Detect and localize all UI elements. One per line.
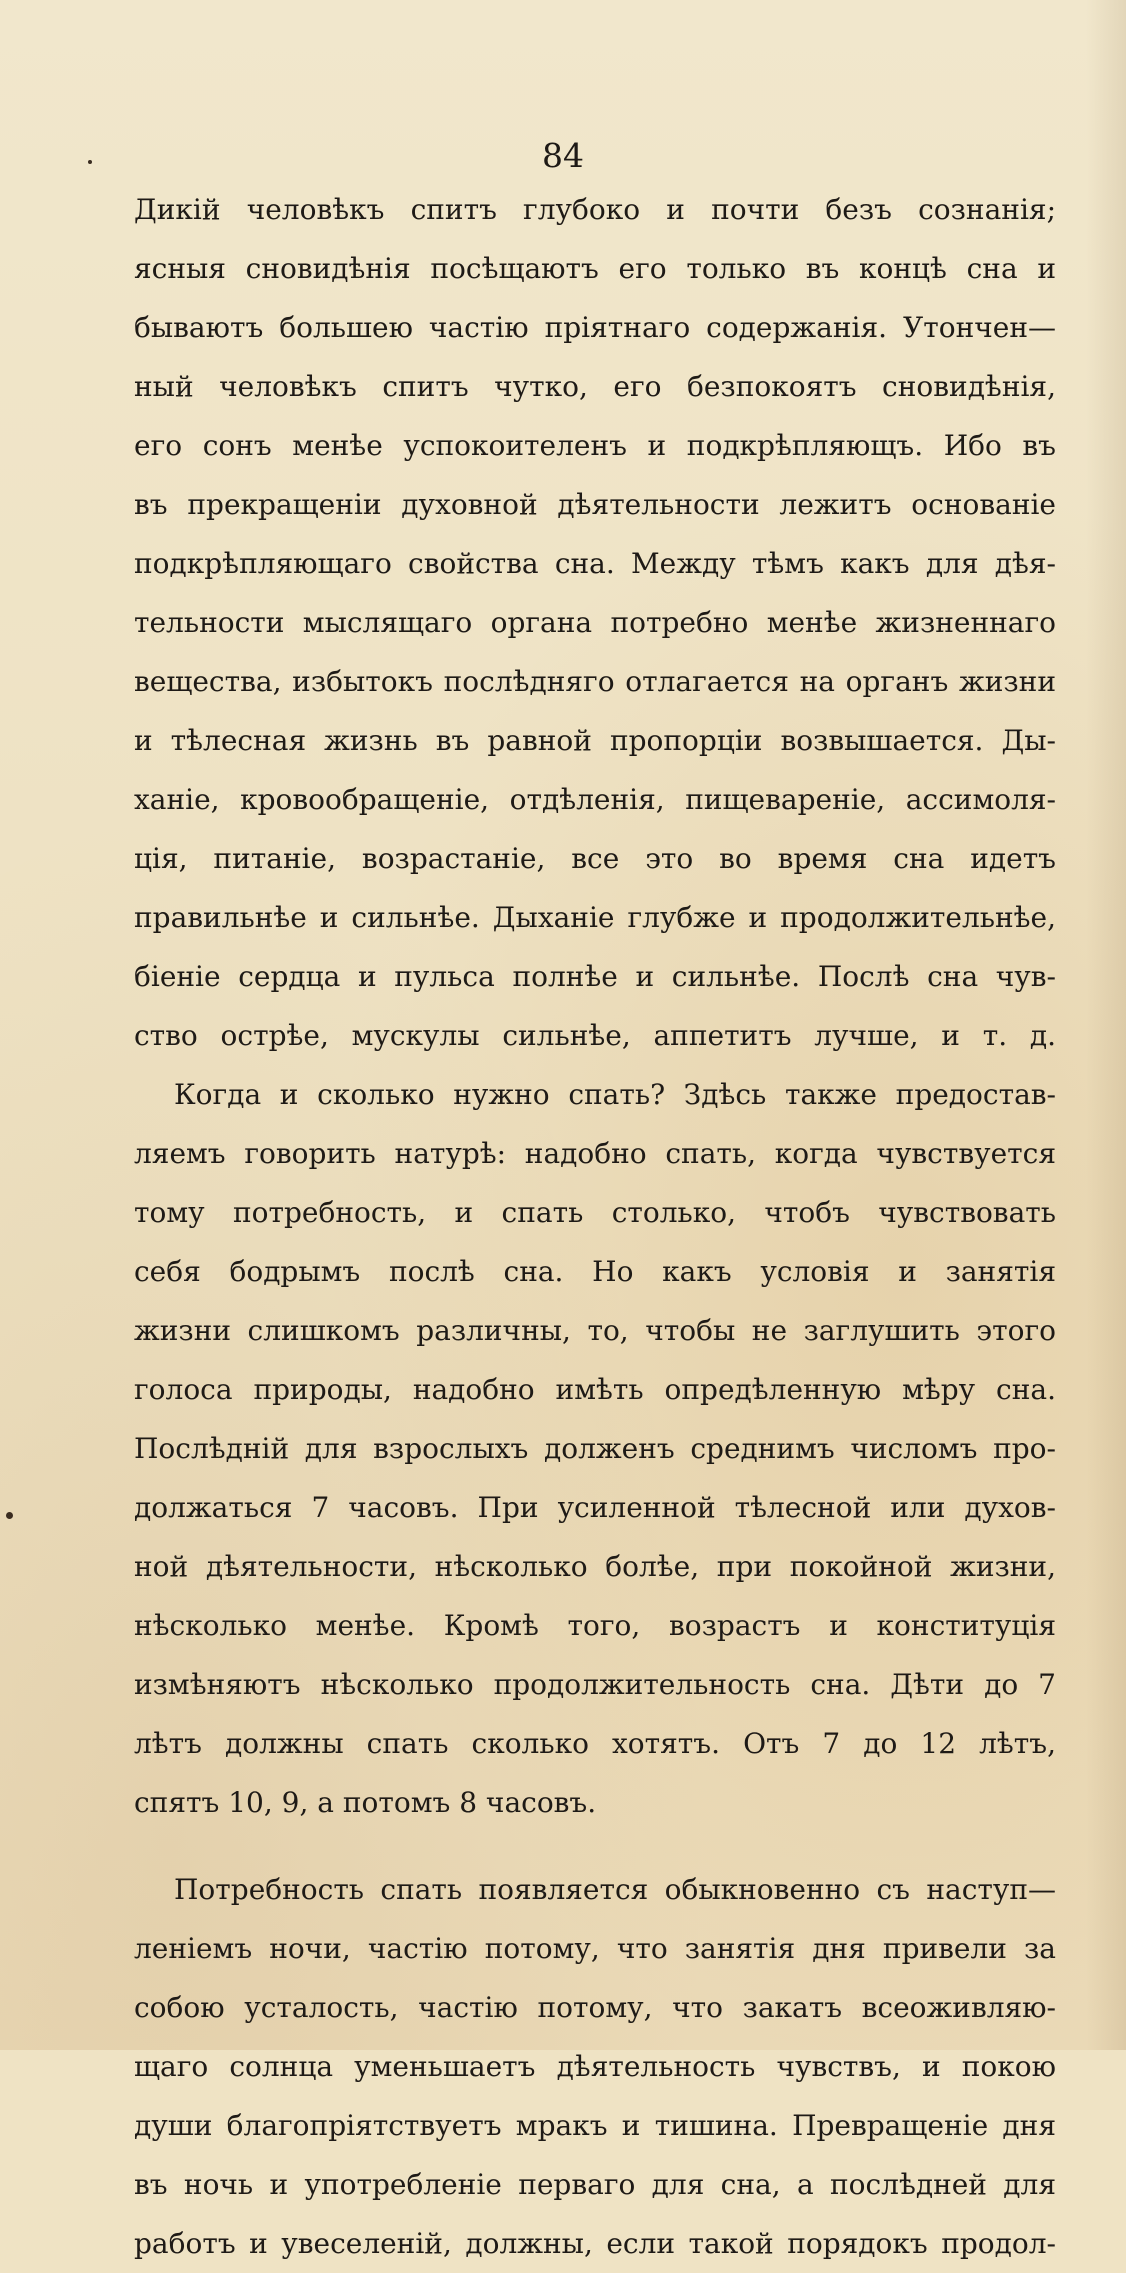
text-line: нѣсколько менѣе. Кромѣ того, возрастъ и конституція <box>134 1609 1056 1642</box>
ink-speck <box>6 1512 13 1519</box>
text-line: и тѣлесная жизнь въ равной пропорціи возвышается. Ды- <box>134 724 1056 757</box>
page-body <box>134 180 1056 2273</box>
paragraph-3 <box>134 1860 1056 2273</box>
text-line: Дикій человѣкъ спитъ глубоко и почти безъ сознанія; <box>134 193 1056 226</box>
page-number: 84 <box>542 136 584 175</box>
text-line: спятъ 10, 9, а потомъ 8 часовъ. <box>134 1786 597 1819</box>
text-line: жизни слишкомъ различны, то, чтобы не заглушить этого <box>134 1314 1056 1347</box>
paragraph-2 <box>134 1065 1056 1832</box>
text-line: работъ и увеселеній, должны, если такой порядокъ продол- <box>134 2227 1056 2260</box>
text-line: его сонъ менѣе успокоителенъ и подкрѣпляющъ. Ибо въ <box>134 429 1056 462</box>
text-line: правильнѣе и сильнѣе. Дыханіе глубже и продолжительнѣе, <box>134 901 1056 934</box>
text-line: себя бодрымъ послѣ сна. Но какъ условія и занятія <box>134 1255 1056 1288</box>
text-line: ханіе, кровообращеніе, отдѣленія, пищевареніе, ассимоля- <box>134 783 1056 816</box>
text-line: ство острѣе, мускулы сильнѣе, аппетитъ лучше, и т. д. <box>134 1019 1056 1052</box>
paragraph-gap <box>134 1832 1056 1860</box>
text-line: леніемъ ночи, частію потому, что занятія дня привели за <box>134 1932 1056 1965</box>
text-line: собою усталость, частію потому, что закатъ всеоживляю- <box>134 1991 1056 2024</box>
text-line: ляемъ говорить натурѣ: надобно спать, когда чувствуется <box>134 1137 1056 1170</box>
text-line: подкрѣпляющаго свойства сна. Между тѣмъ какъ для дѣя- <box>134 547 1056 580</box>
text-line: души благопріятствуетъ мракъ и тишина. Превращеніе дня <box>134 2109 1056 2142</box>
text-line: ной дѣятельности, нѣсколько болѣе, при покойной жизни, <box>134 1550 1056 1583</box>
text-line: щаго солнца уменьшаетъ дѣятельность чувствъ, и покою <box>134 2050 1056 2083</box>
text-line: должаться 7 часовъ. При усиленной тѣлесной или духов- <box>134 1491 1056 1524</box>
text-line: ясныя сновидѣнія посѣщаютъ его только въ концѣ сна и <box>134 252 1056 285</box>
text-line: въ прекращеніи духовной дѣятельности лежитъ основаніе <box>134 488 1056 521</box>
text-line: Когда и сколько нужно спать? Здѣсь также предостав- <box>174 1078 1056 1111</box>
page-edge-shadow <box>1086 0 1126 2050</box>
text-line: ція, питаніе, возрастаніе, все это во время сна идетъ <box>134 842 1056 875</box>
text-line: Послѣдній для взрослыхъ долженъ среднимъ числомъ про- <box>134 1432 1056 1465</box>
text-line: біеніе сердца и пульса полнѣе и сильнѣе. Послѣ сна чув- <box>134 960 1056 993</box>
text-line: тельности мыслящаго органа потребно менѣе жизненнаго <box>134 606 1056 639</box>
text-line: лѣтъ должны спать сколько хотятъ. Отъ 7 до 12 лѣтъ, <box>134 1727 1056 1760</box>
text-line: голоса природы, надобно имѣть опредѣленную мѣру сна. <box>134 1373 1056 1406</box>
paragraph-1 <box>134 180 1056 1065</box>
text-line: въ ночь и употребленіе перваго для сна, а послѣдней для <box>134 2168 1056 2201</box>
text-line: вещества, избытокъ послѣдняго отлагается на органъ жизни <box>134 665 1056 698</box>
text-line: измѣняютъ нѣсколько продолжительность сна. Дѣти до 7 <box>134 1668 1056 1701</box>
text-line: бываютъ большею частію пріятнаго содержанія. Утончен— <box>134 311 1056 344</box>
text-line: тому потребность, и спать столько, чтобъ чувствовать <box>134 1196 1056 1229</box>
text-line: ный человѣкъ спитъ чутко, его безпокоятъ сновидѣнія, <box>134 370 1056 403</box>
text-line: Потребность спать появляется обыкновенно съ наступ— <box>174 1873 1056 1906</box>
